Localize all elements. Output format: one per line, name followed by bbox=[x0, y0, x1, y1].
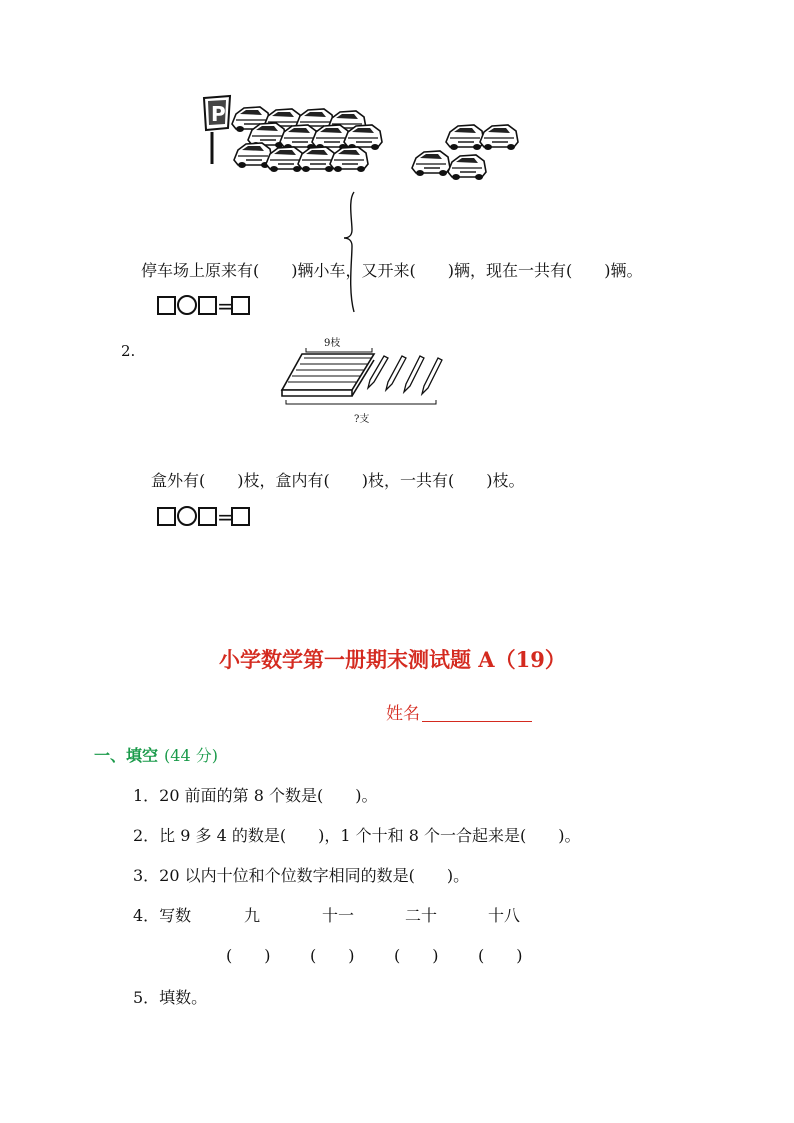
test-title: 小学数学第一册期末测试题 A（19） bbox=[219, 647, 566, 672]
section-heading bbox=[94, 743, 218, 766]
pencil-icon bbox=[404, 356, 424, 392]
question-4-word: 二十 bbox=[405, 906, 438, 925]
question-4-label: 4．写数 bbox=[133, 906, 192, 925]
answer-blank[interactable]: ( ) bbox=[226, 946, 271, 965]
name-input-line[interactable] bbox=[422, 721, 532, 722]
operator-circle[interactable] bbox=[177, 295, 197, 315]
section-points: (44 分) bbox=[164, 746, 218, 765]
answer-box[interactable] bbox=[231, 507, 250, 526]
pencil-icon bbox=[422, 358, 442, 394]
question-4-word: 十一 bbox=[322, 906, 355, 925]
parking-sign-icon bbox=[204, 96, 230, 164]
total-label: ?支 bbox=[354, 414, 370, 425]
equals-sign: = bbox=[217, 505, 234, 529]
answer-box[interactable] bbox=[198, 507, 217, 526]
question-4-word: 十八 bbox=[488, 906, 521, 925]
problem2-sentence: 盒外有( )枝，盒内有( )枝，一共有( )枝。 bbox=[151, 471, 525, 490]
question-2: 2．比 9 多 4 的数是( )，1 个十和 8 个一合起来是( )。 bbox=[133, 826, 581, 845]
equation-template-2 bbox=[157, 505, 250, 530]
name-label: 姓名 bbox=[386, 704, 420, 724]
answer-blank[interactable]: ( ) bbox=[394, 946, 439, 965]
answer-box[interactable] bbox=[231, 296, 250, 315]
car-group-left bbox=[232, 107, 382, 172]
box-count-label: 9枝 bbox=[324, 338, 341, 349]
operator-circle[interactable] bbox=[177, 506, 197, 526]
parking-lot-illustration bbox=[200, 92, 520, 192]
pencil-icon bbox=[386, 356, 406, 390]
problem2-number: 2. bbox=[121, 342, 136, 360]
name-field bbox=[386, 699, 532, 724]
answer-blank[interactable]: ( ) bbox=[478, 946, 523, 965]
question-5: 5．填数。 bbox=[133, 988, 208, 1007]
question-1: 1．20 前面的第 8 个数是( )。 bbox=[133, 786, 378, 805]
car-group-right bbox=[412, 125, 518, 180]
equals-sign: = bbox=[217, 294, 234, 318]
question-4-word: 九 bbox=[244, 906, 261, 925]
answer-box[interactable] bbox=[157, 507, 176, 526]
brace-graphic bbox=[340, 190, 364, 315]
pencil-icon bbox=[368, 356, 388, 388]
answer-blank[interactable]: ( ) bbox=[310, 946, 355, 965]
answer-box[interactable] bbox=[157, 296, 176, 315]
parking-sign-letter: P bbox=[211, 102, 226, 126]
question-3: 3．20 以内十位和个位数字相同的数是( )。 bbox=[133, 866, 470, 885]
equation-template-1 bbox=[157, 294, 250, 319]
problem1-sentence: 停车场上原来有( )辆小车，又开来( )辆，现在一共有( )辆。 bbox=[141, 261, 643, 280]
answer-box[interactable] bbox=[198, 296, 217, 315]
pencil-box-icon bbox=[282, 354, 374, 396]
section-title: 一、填空 bbox=[94, 746, 159, 765]
pencil-box-illustration bbox=[280, 336, 450, 428]
